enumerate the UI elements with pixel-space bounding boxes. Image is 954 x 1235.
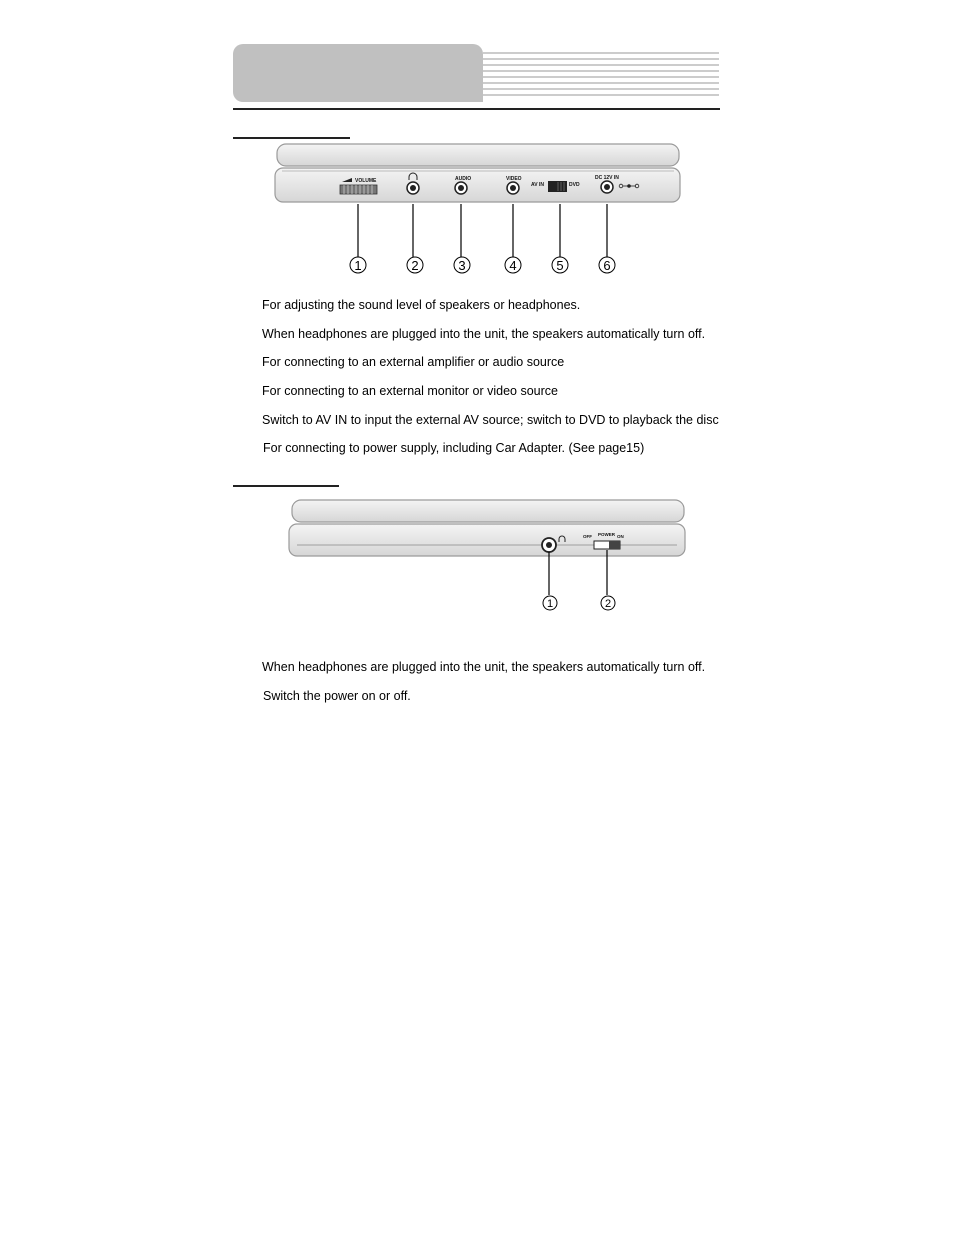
callout-number-3	[454, 257, 470, 273]
svg-text:5: 5	[556, 258, 564, 273]
unit-base-2	[289, 524, 685, 556]
callout-leaders-2	[549, 550, 607, 595]
section-heading-underline-2	[233, 485, 339, 487]
dvd-label: DVD	[569, 182, 580, 188]
unit-lid	[277, 144, 679, 166]
header-divider	[233, 108, 720, 110]
callout-number-1	[543, 596, 557, 610]
unit-lid-2	[292, 500, 684, 522]
description-dc-in: For connecting to power supply, including Car Adapter. (See page15)	[263, 441, 645, 455]
description-headphone-2: When headphones are plugged into the unit, the speakers automatically turn off.	[262, 660, 706, 674]
callout-leaders	[358, 204, 607, 257]
power-label: POWER	[598, 532, 616, 537]
description-power-switch: Switch the power on or off.	[263, 689, 411, 703]
callout-number-2	[407, 257, 423, 273]
description-video: For connecting to an external monitor or video source	[262, 384, 558, 398]
svg-text:1: 1	[354, 258, 362, 273]
svg-text:1: 1	[546, 598, 554, 610]
av-in-label: AV IN	[531, 182, 544, 188]
svg-text:6: 6	[603, 258, 611, 273]
description-headphone: When headphones are plugged into the unit, the speakers automatically turn off.	[262, 327, 706, 341]
header-decorative-lines	[483, 50, 719, 100]
off-label: OFF	[583, 534, 592, 539]
section-heading-underline	[233, 137, 350, 139]
svg-text:2: 2	[411, 258, 419, 273]
video-label: VIDEO	[506, 176, 522, 182]
audio-label: AUDIO	[455, 176, 472, 182]
callout-number-1	[350, 257, 366, 273]
svg-text:3: 3	[458, 258, 466, 273]
callout-number-5	[552, 257, 568, 273]
header-title-box	[233, 44, 483, 102]
callout-number-2	[601, 596, 615, 610]
description-audio: For connecting to an external amplifier or audio source	[262, 355, 565, 369]
description-av-dvd-switch: Switch to AV IN to input the external AV source; switch to DVD to playback the disc	[262, 413, 719, 427]
svg-text:4: 4	[509, 258, 517, 273]
side-panel-figure	[270, 140, 690, 280]
description-volume: For adjusting the sound level of speakers or headphones.	[262, 298, 581, 312]
right-panel-figure	[285, 494, 690, 616]
callout-number-4	[505, 257, 521, 273]
svg-text:2: 2	[604, 598, 612, 610]
callout-number-6	[599, 257, 615, 273]
on-label: ON	[617, 534, 624, 539]
volume-label: VOLUME	[355, 178, 377, 184]
dc-in-label: DC 12V IN	[595, 175, 619, 181]
